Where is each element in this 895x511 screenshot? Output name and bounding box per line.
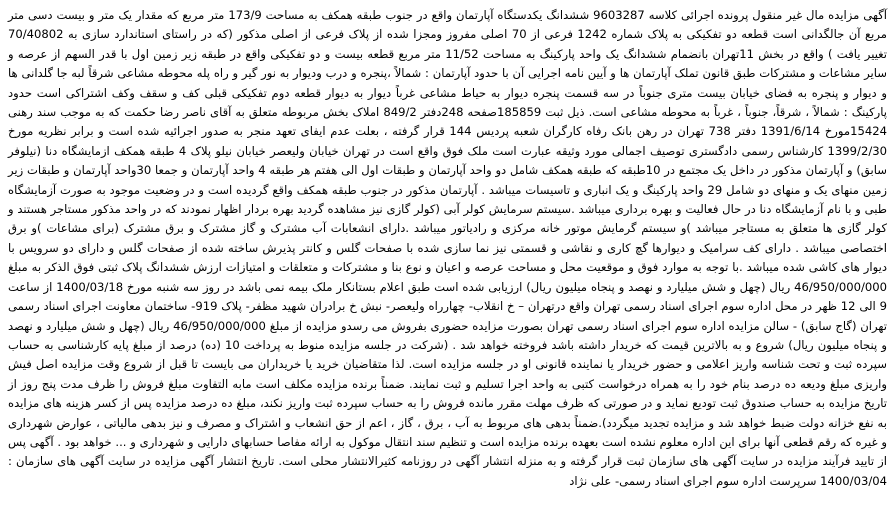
auction-notice-text: آگهی مزایده مال غیر منقول پرونده اجرائی کلاسه 9603287 ششدانگ یکدستگاه آپارتمان واقع در جنوب طبقه همکف به مساحت 173/9 متر مربع که مقدار یک متر و بیست دسی متر مربع آن جالگدانی است قطعه دو تفکیکی به پلاک شماره 1242 فرعی از 70 اصلی مفروز ومجزا شده از پلاک فرعی از اصلی مذکور (که در راستای استاندارد سازی به 70/40802 تغییر یافت ) واقع در بخش 11تهران بانضمام ششدانگ یک واحد پارکینگ به مساحت 11/52 متر مربع قطعه بیست و دو تفکیکی واقع در طبقه زیر زمین اول با قدر السهم از عرصه و سایر مشاعات و مشترکات طبق قانون تملک آپارتمان ها و آیین نامه اجرایی آن با حدود آپارتمان : شمالاً ،پنجره و درب ودیوار به نور گیر و راه پله محوطه مشاعی شرقاً لبه جا گلدانی ها و دیوار و پنجره به فضای خیابان بیست متری جنوباً در سه قسمت پنجره دیوار به حیاط مشاعی غرباً دیوار به دیوار قطعه دوم تفکیکی قبلی کف و سقف وکف اشتراکی است حدود پارکینگ : شمالاً ، شرقاً، جنوباً ، غرباً به محوطه مشاعی است. ذیل ثبت 185859صفحه 248دفتر 849/2 املاک بخش مربوطه متعلق به آقای ناصر رضا حکمت که به موجب سند رهنی 15424مورخ 1391/6/14 دفتر 738 تهران در رهن بانک رفاه کارگران شعبه پردیس 144 قرار گرفته ، بعلت عدم ایفای تعهد منجر به صدور اجرائیه شده است و برابر نظریه مورخ 1399/2/30 کارشناس رسمی دادگستری توصیف اجمالی مورد وثیقه عبارت است ملک فوق واقع است در تهران خیابان ولیعصر خیابان نیلو پلاک 4 طبقه همکف ازمایشگاه دنا (نیلوفر سابق) و آپارتمان مذکور در داخل یک مجتمع در 10طبقه که طبقه همکف شامل دو واحد آپارتمان و طبقات اول الی هفتم هر طبقه 4 واحد آپارتمان و جمعا 30واحد آپارتمان و طبقات زیر زمین منهای یک و منهای دو شامل 29 واحد پارکینگ و یک انباری و تاسیسات میباشد . آپارتمان مذکور در جنوب طبقه همکف واقع گردیده است و در وضعیت موجود به صورت آزمایشگاه طبی و با نام آزمایشگاه دنا در حال فعالیت و بهره برداری میباشد .سیستم سرمایش کولر آبی (کولر گازی نیز مشاهده گردید بهره بردار اظهار نمودند که در واحد مذکور مستاجر هستند و کولر گازی ها متعلق به مستاجر میباشد )و سیستم گرمایش موتور خانه مرکزی و رادیاتور میباشد .دارای انشعابات آب مشترک و گاز مشترک و برق مشترک (برای مشاعات )و برق اختصاصی میباشد . دارای کف سرامیک و دیوارها گچ کاری و نقاشی و قسمتی نیز نما سازی شده با صفحات گلس و کانتر پذیرش ساخته شده از صفحات گلس و دارای دو سرویس با دیوار های کاشی شده میباشد .با توجه به موارد فوق و موقعیت محل و مساحت عرصه و اعیان و نوع بنا و مشترکات و متعلقات و امتیازات ارزش ششدانگ پلاک ثبتی فوق الذکر به مبلغ 46/950/000/000 ریال (چهل و شش میلیارد و نهصد و پنجاه میلیون ریال) ارزیابی شده است طبق اعلام بستانکار ملک بیمه نمی باشد در روز سه شنبه مورخ 1400/03/18 از ساعت 9 الی 12 ظهر در محل اداره سوم اجرای اسناد رسمی تهران واقع درتهران – خ انقلاب- چهارراه ولیعصر- نبش خ برادران شهید مظفر- پلاک 919- ساختمان معاونت اجرای اسناد رسمی تهران (گاج سابق) - سالن مزایده اداره سوم اجرای اسناد رسمی تهران بصورت مزایده حضوری بفروش می رسدو مزایده از مبلغ 46/950/000/000 ریال (چهل و شش میلیارد و نهصد و پنجاه میلیون ریال) شروع و به بالاترین قیمت که خریدار داشته باشد فروخته خواهد شد . (شرکت در جلسه مزایده منوط به پرداخت 10 (ده) درصد از مبلغ پایه کارشناسی به حساب سپرده ثبت و تحت شناسه واریز اعلامی و حضور خریدار یا نماینده قانونی او در جلسه مزایده است. لذا متقاضیان خرید یا خریداران می بایست تا قبل از شروع وقت مزایده اصل فیش واریزی مبلغ ودیعه ده درصد بنام خود را به همراه درخواست کتبی به واحد اجرا تسلیم و ثبت نمایند. ضمناً برنده مزایده مکلف است مابه التفاوت مبلغ فروش را ظرف مدت پنج روز از تاریخ مزایده به حساب صندوق ثبت تودیع نماید و در صورتی که ظرف مهلت مقرر مانده فروش را به حساب سپرده ثبت واریز نکند، مبلغ ده درصد مزایده پس از کسر هزینه های مزایده به نفع خزانه دولت ضبط خواهد شد و مزایده تجدید میگردد).ضمناً بدهی های مربوط به آب ، برق ، گاز ، اعم از حق انشعاب و اشتراک و مصرف و نیز بدهی مالیاتی ، عوارض شهرداری و غیره که رقم قطعی آنها برای این اداره معلوم نشده است بعهده برنده مزایده است و تنظیم سند انتقال موکول به ارائه مفاصا حسابهای دارایی و شهرداری و ... خواهد بود . آگهی پس از تایید فرآیند مزایده در سایت آگهی های سازمان ثبت قرار گرفته و به منزله انتشار آگهی در روزنامه کثیرالانتشار محلی است. تاریخ انتشار آگهی مزایده در سایت آگهی های سازمان : 1400/03/04 سرپرست اداره سوم اجرای اسناد رسمی- علی نژاد <box>8 8 888 488</box>
